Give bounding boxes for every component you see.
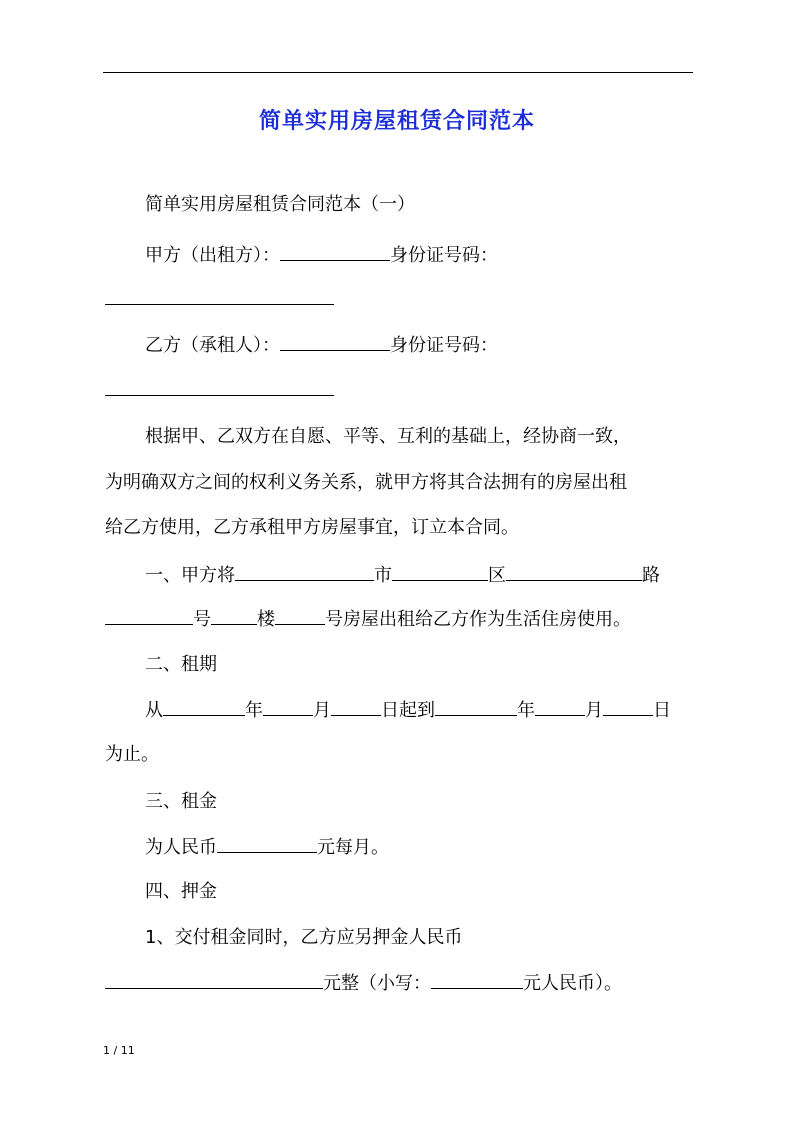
building-label: 楼 bbox=[257, 609, 275, 630]
party-b-label: 乙方（承租人）： bbox=[145, 335, 280, 356]
road-label: 路 bbox=[642, 565, 660, 586]
rent-amount-blank bbox=[217, 834, 317, 853]
party-a-label: 甲方（出租方）： bbox=[145, 245, 280, 266]
clause-3-heading: 三、租金 bbox=[145, 791, 217, 812]
city-blank bbox=[235, 562, 374, 581]
start-month-blank bbox=[263, 697, 313, 716]
end-month-label: 月 bbox=[585, 700, 603, 721]
page-indicator: 1 / 11 bbox=[103, 1044, 135, 1057]
clause-2-heading: 二、租期 bbox=[145, 654, 217, 675]
deposit-amount-blank bbox=[105, 970, 323, 989]
start-year-blank bbox=[163, 697, 245, 716]
end-day-blank bbox=[603, 697, 653, 716]
start-day-blank bbox=[331, 697, 381, 716]
district-label: 区 bbox=[488, 565, 506, 586]
building-blank bbox=[211, 606, 257, 625]
end-month-blank bbox=[535, 697, 585, 716]
term-from-label: 从 bbox=[145, 700, 163, 721]
party-b-line bbox=[145, 332, 498, 359]
end-year-label: 年 bbox=[517, 700, 535, 721]
party-a-id-line bbox=[105, 286, 334, 313]
party-a-id-blank bbox=[105, 286, 334, 305]
rent-suffix: 元每月。 bbox=[317, 837, 389, 858]
contract-subtitle: 简单实用房屋租赁合同范本（一） bbox=[145, 194, 415, 215]
rent-prefix: 为人民币 bbox=[145, 837, 217, 858]
district-blank bbox=[392, 562, 488, 581]
header-rule bbox=[103, 72, 693, 73]
deposit-mid-text: 元整（小写： bbox=[323, 973, 431, 994]
party-a-line bbox=[145, 242, 498, 269]
start-month-label: 月 bbox=[313, 700, 331, 721]
intro-paragraph-line-2: 为明确双方之间的权利义务关系，就甲方将其合法拥有的房屋出租 bbox=[105, 472, 627, 493]
clause-3-line bbox=[145, 834, 389, 861]
road-blank bbox=[506, 562, 642, 581]
clause-4-line-2 bbox=[105, 970, 622, 997]
party-b-id-label: 身份证号码： bbox=[390, 335, 498, 356]
deposit-small-amount-blank bbox=[431, 970, 523, 989]
clause-4-line-1: 1、交付租金同时，乙方应另押金人民币 bbox=[145, 927, 463, 948]
party-b-id-line bbox=[105, 377, 334, 404]
party-b-name-blank bbox=[280, 332, 390, 351]
room-blank bbox=[275, 606, 325, 625]
deposit-end-text: 元人民币）。 bbox=[523, 973, 622, 994]
clause-1-line-1 bbox=[145, 562, 660, 589]
clause-1-prefix: 一、甲方将 bbox=[145, 565, 235, 586]
party-a-name-blank bbox=[280, 242, 390, 261]
clause-1-tail: 号房屋出租给乙方作为生活住房使用。 bbox=[325, 609, 631, 630]
party-b-id-blank bbox=[105, 377, 334, 396]
number-label: 号 bbox=[193, 609, 211, 630]
document-title: 简单实用房屋租赁合同范本 bbox=[258, 109, 535, 134]
party-a-id-label: 身份证号码： bbox=[390, 245, 498, 266]
start-day-label: 日起到 bbox=[381, 700, 435, 721]
clause-4-heading: 四、押金 bbox=[145, 881, 217, 902]
city-label: 市 bbox=[374, 565, 392, 586]
intro-paragraph-line-3: 给乙方使用，乙方承租甲方房屋事宜，订立本合同。 bbox=[105, 517, 519, 538]
end-year-blank bbox=[435, 697, 517, 716]
clause-2-line-1 bbox=[145, 697, 671, 724]
start-year-label: 年 bbox=[245, 700, 263, 721]
clause-1-line-2 bbox=[105, 606, 631, 633]
clause-2-line-2: 为止。 bbox=[105, 744, 159, 765]
intro-paragraph-line-1: 根据甲、乙双方在自愿、平等、互利的基础上，经协商一致， bbox=[145, 426, 631, 447]
number-blank bbox=[105, 606, 193, 625]
end-day-label: 日 bbox=[653, 700, 671, 721]
